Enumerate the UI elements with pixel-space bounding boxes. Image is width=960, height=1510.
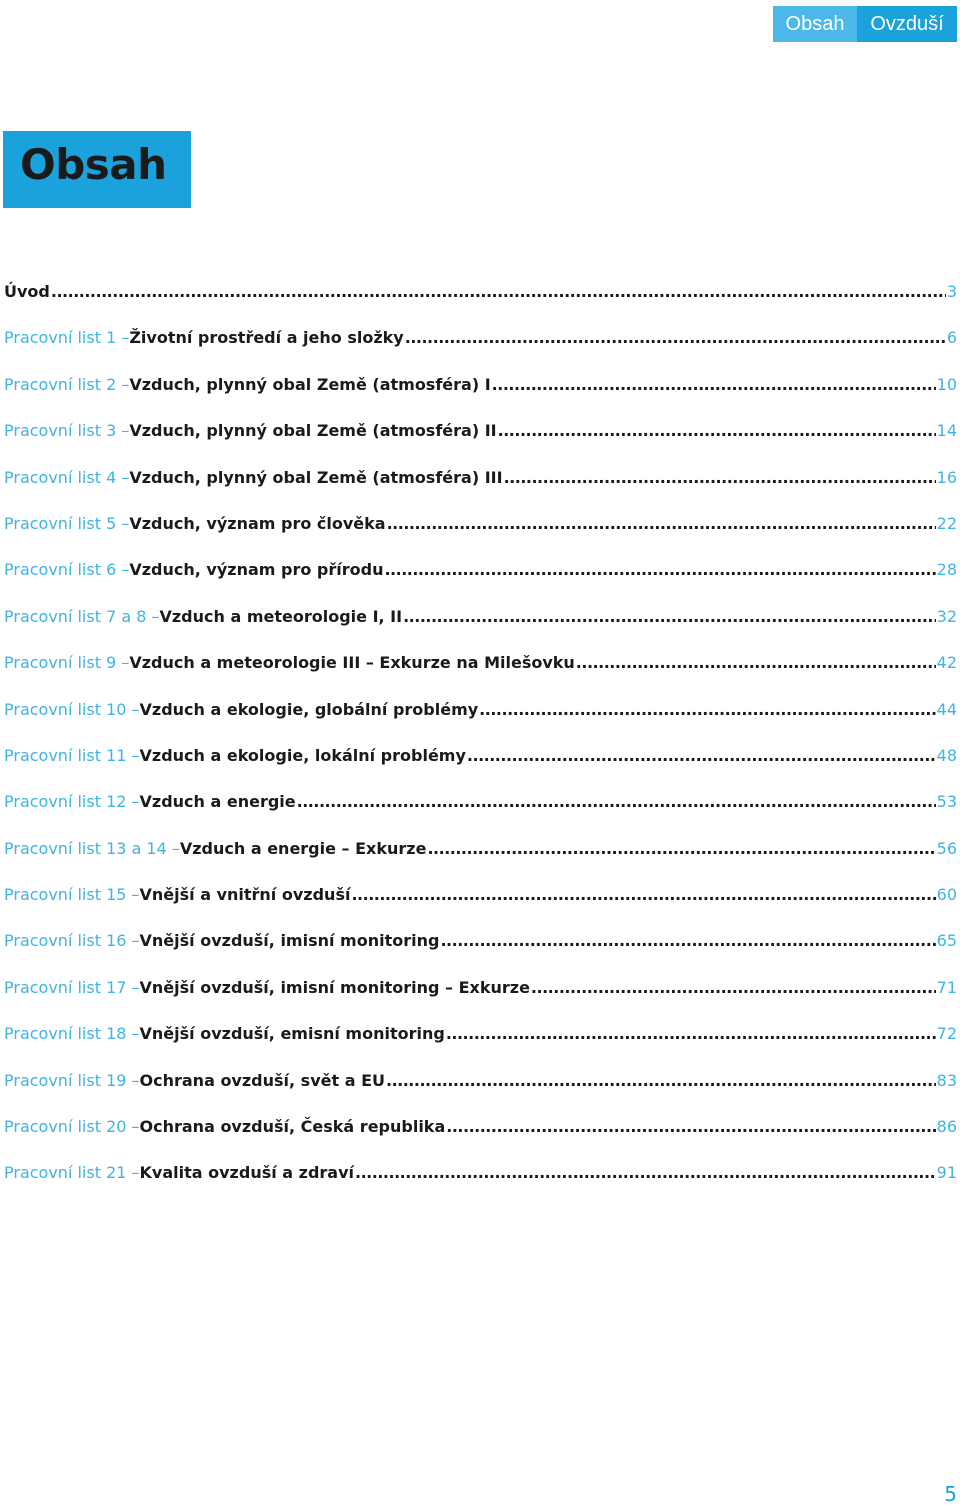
toc-entry-page: 14: [936, 421, 957, 441]
toc-entry-prefix: Pracovní list 18 –: [4, 1024, 140, 1044]
toc-entry[interactable]: [4, 514, 957, 560]
toc-entry[interactable]: [4, 1071, 957, 1117]
toc-entry-prefix: Pracovní list 9 –: [4, 653, 130, 673]
toc-entry-page: 6: [946, 328, 957, 348]
toc-entry[interactable]: [4, 1117, 957, 1163]
toc-dot-leader: [51, 282, 946, 301]
toc-entry-page: 3: [946, 282, 957, 301]
toc-entry-page: 83: [936, 1070, 957, 1090]
toc-entry-title: Vzduch a ekologie, globální problémy: [139, 699, 479, 719]
toc-entry-title: Vzduch a energie: [139, 792, 296, 812]
table-of-contents: [4, 282, 957, 1210]
toc-entry-title: Vzduch a energie – Exkurze: [179, 838, 427, 858]
toc-dot-leader: [405, 328, 946, 347]
toc-entry[interactable]: [4, 792, 957, 838]
page-title: Obsah: [20, 140, 167, 189]
toc-entry[interactable]: [4, 560, 957, 606]
toc-entry-title: Vnější ovzduší, imisní monitoring: [139, 931, 440, 951]
toc-entry[interactable]: [4, 282, 957, 328]
toc-dot-leader: [479, 700, 935, 719]
toc-entry-title: Vzduch a ekologie, lokální problémy: [139, 745, 466, 765]
toc-entry[interactable]: [4, 978, 957, 1024]
toc-dot-leader: [576, 653, 936, 672]
toc-entry-prefix: Pracovní list 20 –: [4, 1117, 140, 1137]
toc-entry-page: 56: [936, 838, 957, 858]
toc-entry-prefix: Pracovní list 15 –: [4, 885, 140, 905]
toc-entry[interactable]: [4, 1024, 957, 1070]
toc-entry-title: Vnější ovzduší, imisní monitoring – Exkurze: [139, 977, 530, 997]
toc-dot-leader: [492, 375, 936, 394]
toc-entry-page: 44: [936, 699, 957, 719]
toc-dot-leader: [355, 1163, 936, 1182]
toc-entry-prefix: Pracovní list 3 –: [4, 421, 130, 441]
toc-dot-leader: [403, 607, 936, 626]
toc-entry-page: 32: [936, 606, 957, 626]
toc-entry[interactable]: [4, 885, 957, 931]
toc-entry-page: 28: [936, 560, 957, 580]
toc-entry[interactable]: [4, 375, 957, 421]
toc-entry-title: Vzduch a meteorologie I, II: [159, 606, 403, 626]
toc-dot-leader: [467, 746, 936, 765]
toc-dot-leader: [531, 978, 936, 997]
toc-dot-leader: [297, 792, 936, 811]
toc-entry-title: Vzduch a meteorologie III – Exkurze na Milešovku: [129, 653, 575, 673]
toc-entry[interactable]: [4, 931, 957, 977]
toc-entry-page: 42: [936, 653, 957, 673]
toc-entry-prefix: Pracovní list 10 –: [4, 699, 140, 719]
toc-entry-prefix: Pracovní list 1 –: [4, 328, 130, 348]
toc-entry-title: Životní prostředí a jeho složky: [129, 328, 404, 348]
toc-entry[interactable]: [4, 468, 957, 514]
toc-entry[interactable]: [4, 653, 957, 699]
toc-entry-prefix: Pracovní list 21 –: [4, 1163, 140, 1183]
toc-entry-title: Vzduch, plynný obal Země (atmosféra) III: [129, 467, 503, 487]
toc-dot-leader: [498, 421, 936, 440]
toc-entry-page: 10: [936, 374, 957, 394]
toc-entry-page: 22: [936, 513, 957, 533]
toc-entry-page: 72: [936, 1024, 957, 1044]
toc-entry-page: 60: [936, 885, 957, 905]
toc-entry-prefix: Pracovní list 7 a 8 –: [4, 606, 160, 626]
toc-entry[interactable]: [4, 607, 957, 653]
toc-entry[interactable]: [4, 1163, 957, 1209]
toc-entry-prefix: Pracovní list 5 –: [4, 513, 130, 533]
toc-entry-title: Vnější ovzduší, emisní monitoring: [139, 1024, 445, 1044]
toc-dot-leader: [446, 1117, 935, 1136]
toc-dot-leader: [351, 885, 935, 904]
toc-dot-leader: [387, 514, 936, 533]
toc-entry-prefix: Pracovní list 13 a 14 –: [4, 838, 180, 858]
page-number: 5: [944, 1482, 957, 1506]
toc-entry-page: 16: [936, 467, 957, 487]
toc-dot-leader: [384, 560, 935, 579]
toc-entry-title: Ochrana ovzduší, svět a EU: [139, 1070, 385, 1090]
toc-entry[interactable]: [4, 746, 957, 792]
toc-entry-prefix: Pracovní list 19 –: [4, 1070, 140, 1090]
toc-dot-leader: [504, 468, 936, 487]
toc-entry-title: Vzduch, význam pro člověka: [129, 513, 386, 533]
toc-entry-prefix: Pracovní list 16 –: [4, 931, 140, 951]
toc-entry-title: Ochrana ovzduší, Česká republika: [139, 1117, 446, 1137]
toc-entry[interactable]: [4, 328, 957, 374]
tab-contents[interactable]: Obsah: [773, 6, 857, 42]
toc-entry-title: Kvalita ovzduší a zdraví: [139, 1163, 355, 1183]
toc-entry-title: Vzduch, význam pro přírodu: [129, 560, 384, 580]
toc-entry-prefix: Pracovní list 11 –: [4, 745, 140, 765]
tab-section-ovzdusi[interactable]: Ovzduší: [857, 6, 957, 42]
toc-entry[interactable]: [4, 839, 957, 885]
toc-entry-title: Vzduch, plynný obal Země (atmosféra) II: [129, 421, 497, 441]
toc-dot-leader: [446, 1024, 936, 1043]
toc-entry-page: 53: [936, 792, 957, 812]
toc-entry-title: Vzduch, plynný obal Země (atmosféra) I: [129, 374, 491, 394]
toc-entry-page: 71: [936, 977, 957, 997]
toc-entry-prefix: Pracovní list 6 –: [4, 560, 130, 580]
toc-entry[interactable]: [4, 421, 957, 467]
toc-entry-page: 65: [936, 931, 957, 951]
toc-dot-leader: [386, 1071, 936, 1090]
page-title-box: [3, 131, 191, 208]
toc-entry-title: Vnější a vnitřní ovzduší: [139, 885, 351, 905]
toc-entry[interactable]: [4, 700, 957, 746]
toc-entry-prefix: Pracovní list 12 –: [4, 792, 140, 812]
toc-entry-title: Úvod: [4, 282, 50, 301]
toc-dot-leader: [440, 931, 935, 950]
toc-entry-page: 48: [936, 745, 957, 765]
toc-entry-prefix: Pracovní list 4 –: [4, 467, 130, 487]
toc-entry-page: 91: [936, 1163, 957, 1183]
header-tabs: [773, 6, 957, 42]
toc-entry-page: 86: [936, 1117, 957, 1137]
toc-entry-prefix: Pracovní list 17 –: [4, 977, 140, 997]
toc-dot-leader: [427, 839, 935, 858]
toc-entry-prefix: Pracovní list 2 –: [4, 374, 130, 394]
